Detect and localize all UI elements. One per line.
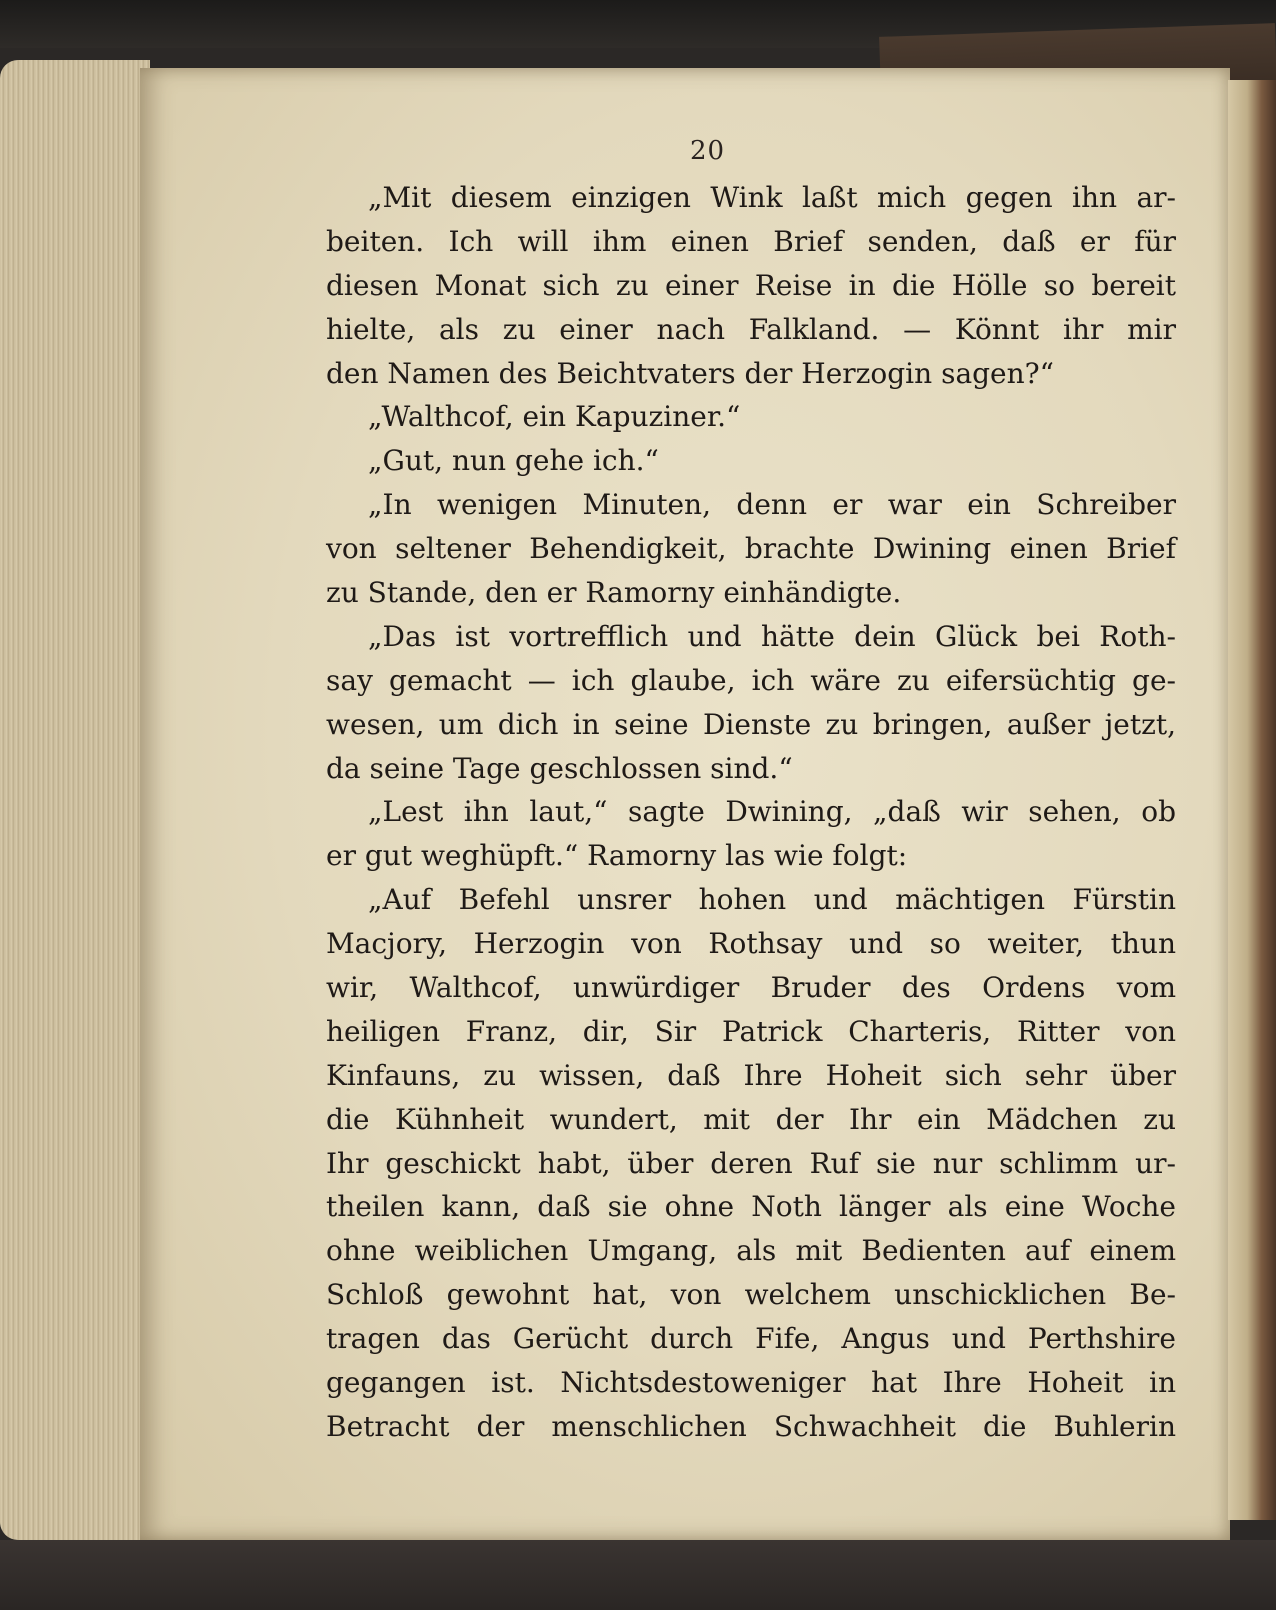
text-line: hielte, als zu einer nach Falkland. — Könnt ihr mir bbox=[326, 312, 1176, 346]
text-line: den Namen des Beichtvaters der Herzogin sagen?“ bbox=[326, 356, 1054, 390]
text-line: „Das ist vortrefflich und hätte dein Glück bei Roth- bbox=[368, 619, 1176, 653]
text-line: say gemacht — ich glaube, ich wäre zu eifersüchtig ge- bbox=[326, 663, 1176, 697]
text-line: „Lest ihn laut,“ sagte Dwining, „daß wir sehen, ob bbox=[368, 795, 1176, 829]
scan-background-bottom bbox=[0, 1540, 1276, 1610]
text-line: theilen kann, daß sie ohne Noth länger als eine Woche bbox=[326, 1190, 1176, 1224]
text-line: „Walthcof, ein Kapuziner.“ bbox=[368, 400, 741, 434]
page-number: 20 bbox=[690, 136, 726, 166]
right-page-edge bbox=[1228, 80, 1276, 1520]
text-line: gegangen ist. Nichtsdestoweniger hat Ihre Hoheit in bbox=[326, 1366, 1176, 1400]
text-line: diesen Monat sich zu einer Reise in die Hölle so bereit bbox=[326, 268, 1176, 302]
text-line: wesen, um dich in seine Dienste zu bringen, außer jetzt, bbox=[326, 707, 1176, 741]
text-line: Schloß gewohnt hat, von welchem unschicklichen Be- bbox=[326, 1278, 1176, 1312]
text-line: er gut weghüpft.“ Ramorny las wie folgt: bbox=[326, 839, 908, 873]
text-line: ohne weiblichen Umgang, als mit Bedienten auf einem bbox=[326, 1234, 1176, 1268]
text-line: heiligen Franz, dir, Sir Patrick Charteris, Ritter von bbox=[326, 1014, 1176, 1048]
text-line: die Kühnheit wundert, mit der Ihr ein Mädchen zu bbox=[326, 1102, 1176, 1136]
text-line: wir, Walthcof, unwürdiger Bruder des Ordens vom bbox=[326, 971, 1176, 1005]
text-line: Macjory, Herzogin von Rothsay und so weiter, thun bbox=[326, 927, 1176, 961]
text-line: Ihr geschickt habt, über deren Ruf sie nur schlimm ur- bbox=[326, 1146, 1176, 1180]
text-line: beiten. Ich will ihm einen Brief senden, daß er für bbox=[326, 224, 1176, 258]
text-line: Kinfauns, zu wissen, daß Ihre Hoheit sich sehr über bbox=[326, 1058, 1176, 1092]
text-line: da seine Tage geschlossen sind.“ bbox=[326, 751, 793, 785]
text-line: von seltener Behendigkeit, brachte Dwining einen Brief bbox=[326, 532, 1176, 566]
text-line: „Mit diesem einzigen Wink laßt mich gegen ihn ar- bbox=[368, 181, 1176, 214]
text-line: zu Stande, den er Ramorny einhändigte. bbox=[326, 576, 902, 610]
page-stack-edge bbox=[0, 60, 150, 1540]
text-line: „Gut, nun gehe ich.“ bbox=[368, 444, 659, 478]
body-text bbox=[326, 176, 1176, 1449]
text-line: „Auf Befehl unsrer hohen und mächtigen Fürstin bbox=[368, 883, 1176, 917]
text-line: „In wenigen Minuten, denn er war ein Schreiber bbox=[368, 488, 1176, 522]
text-line: Betracht der menschlichen Schwachheit die Buhlerin bbox=[326, 1409, 1176, 1443]
text-line: tragen das Gerücht durch Fife, Angus und Perthshire bbox=[326, 1322, 1176, 1356]
